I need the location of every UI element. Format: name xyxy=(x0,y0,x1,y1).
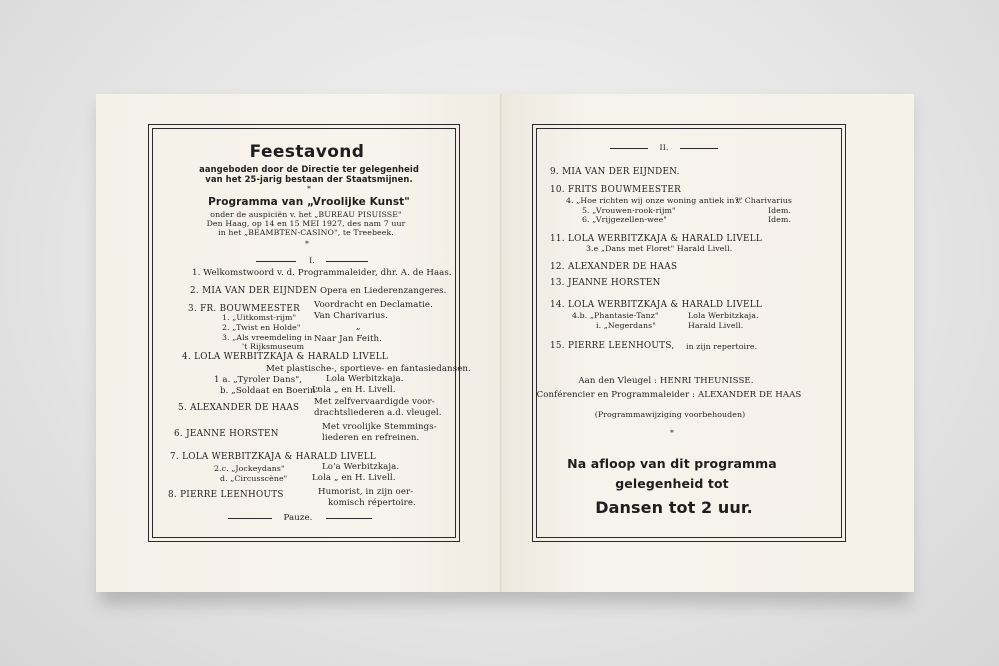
program-item-7-performer: 7. LOLA WERBITZKAJA & HARALD LIVELL xyxy=(170,452,377,462)
piece-performer: Lola Werbitzkaja. xyxy=(688,311,759,320)
piece-author: Naar Jan Feith. xyxy=(314,334,382,344)
right-page xyxy=(502,94,914,592)
program-item-12-performer: 12. ALEXANDER DE HAAS xyxy=(550,262,678,272)
program-item-3-performer: 3. FR. BOUWMEESTER xyxy=(188,304,300,314)
closing-line-3: Dansen tot 2 uur. xyxy=(595,498,753,517)
program-item-15-description: in zijn repertoire. xyxy=(686,342,758,351)
piece-title: d. „Circusscène" xyxy=(220,474,288,483)
program-item-10-performer: 10. FRITS BOUWMEESTER xyxy=(550,185,682,195)
program-item-2-description: Opera en Liederenzangeres. xyxy=(320,286,447,296)
auspices-line-2: Den Haag, op 14 en 15 MEI 1927, des nam 7 uur xyxy=(206,219,406,228)
piece-performer: Lola Werbitzkaja. xyxy=(326,374,404,384)
closing-line-1: Na afloop van dit programma xyxy=(567,456,777,471)
subtitle-line-1: aangeboden door de Directie ter gelegenheid xyxy=(199,164,419,174)
piece-title: i. „Negerdans" xyxy=(596,321,656,330)
program-item-2-performer: 2. MIA VAN DER EIJNDEN xyxy=(190,286,318,296)
piece-title: 1. „Uitkomst-rijm" xyxy=(222,313,297,322)
ornament-star: * xyxy=(670,428,674,437)
ornament-star: * xyxy=(307,184,311,193)
program-item-5-description: Met zelfvervaardigde voor- xyxy=(314,397,435,407)
piece-performer: Harald Livell. xyxy=(688,321,744,330)
divider xyxy=(610,148,648,149)
piece-title: 4.b. „Phantasie-Tanz" xyxy=(572,311,659,320)
piece-performer: Lola „ en H. Livell. xyxy=(312,385,396,395)
program-item-4-description: Met plastische-, sportieve- en fantasiedansen. xyxy=(266,364,471,374)
section-number: II. xyxy=(659,143,669,152)
ornament-star: * xyxy=(305,239,309,248)
piece-title: 3.e „Dans met Floret" Harald Livell. xyxy=(586,244,733,253)
piece-author: „ xyxy=(356,322,361,332)
piece-title: 2. „Twist en Holde" xyxy=(222,323,301,332)
program-item-8-description: Humorist, in zijn oer- xyxy=(318,487,414,497)
program-item-6-description-continued: liederen en refreinen. xyxy=(322,433,420,443)
piece-title: 6. „Vrijgezellen-wee" xyxy=(582,215,667,224)
program-item-5-description-continued: drachtsliederen a.d. vleugel. xyxy=(314,408,442,418)
program-item-8-performer: 8. PIERRE LEENHOUTS xyxy=(168,490,284,500)
divider xyxy=(256,261,296,262)
section-number: I. xyxy=(309,256,315,265)
program-item-4-performer: 4. LOLA WERBITZKAJA & HARALD LIVELL xyxy=(182,352,389,362)
piece-author: v. Charivarius xyxy=(736,196,792,205)
piece-title: 3. „Als vreemdeling in xyxy=(222,333,313,342)
closing-line-2: gelegenheid tot xyxy=(615,476,729,491)
page-title: Feestavond xyxy=(249,142,365,162)
divider xyxy=(326,518,372,519)
program-item-8-description-continued: komisch répertoire. xyxy=(328,498,416,508)
piece-author: Idem. xyxy=(768,206,792,215)
piece-performer: Lo'a Werbitzkaja. xyxy=(322,462,400,472)
auspices-line-3: in het „BEAMBTEN-CASINO", te Treebeek. xyxy=(218,228,394,237)
host-credit: Conférencier en Programmaleider : ALEXANDER DE HAAS xyxy=(536,390,802,400)
piece-performer: Lola „ en H. Livell. xyxy=(312,473,396,483)
program-item-5-performer: 5. ALEXANDER DE HAAS xyxy=(178,403,300,413)
divider xyxy=(228,518,272,519)
piece-title: b. „Soldaat en Boerin" xyxy=(220,386,320,396)
left-page xyxy=(96,94,504,592)
piece-title-continued: 't Rijksmuseum xyxy=(242,342,305,351)
program-change-notice: (Programmawijziging voorbehouden) xyxy=(594,410,746,419)
program-item-1: 1. Welkomstwoord v. d. Programmaleider, dhr. A. de Haas. xyxy=(192,268,452,278)
program-item-15-performer: 15. PIERRE LEENHOUTS, xyxy=(550,341,675,351)
auspices-line-1: onder de auspiciën v. het „BUREAU PISUISSE" xyxy=(210,210,402,219)
program-item-13-performer: 13. JEANNE HORSTEN xyxy=(550,278,661,288)
piece-title: 4. „Hoe richten wij onze woning antiek in?" xyxy=(566,196,743,205)
piece-title: 5. „Vrouwen-rook-rijm" xyxy=(582,206,676,215)
divider xyxy=(326,261,368,262)
program-item-11-performer: 11. LOLA WERBITZKAJA & HARALD LIVELL xyxy=(550,234,762,244)
pianist-credit: Aan den Vleugel : HENRI THEUNISSE. xyxy=(578,376,754,386)
subtitle-line-2: van het 25-jarig bestaan der Staatsmijnen. xyxy=(205,174,413,184)
program-heading: Programma van „Vroolijke Kunst" xyxy=(208,196,410,208)
divider xyxy=(680,148,718,149)
piece-author: Idem. xyxy=(768,215,792,224)
program-item-9-performer: 9. MIA VAN DER EIJNDEN. xyxy=(550,167,680,177)
program-item-3-description: Voordracht en Declamatie. xyxy=(314,300,433,310)
program-item-6-description: Met vroolijke Stemmings- xyxy=(322,422,437,432)
intermission-label: Pauze. xyxy=(283,513,313,523)
piece-title: 1 a. „Tyroler Dans", xyxy=(214,375,303,385)
piece-title: 2.c. „Jockeydans" xyxy=(214,464,285,473)
piece-author: Van Charivarius. xyxy=(314,311,389,321)
program-item-6-performer: 6. JEANNE HORSTEN xyxy=(174,429,279,439)
program-item-14-performer: 14. LOLA WERBITZKAJA & HARALD LIVELL xyxy=(550,300,762,310)
